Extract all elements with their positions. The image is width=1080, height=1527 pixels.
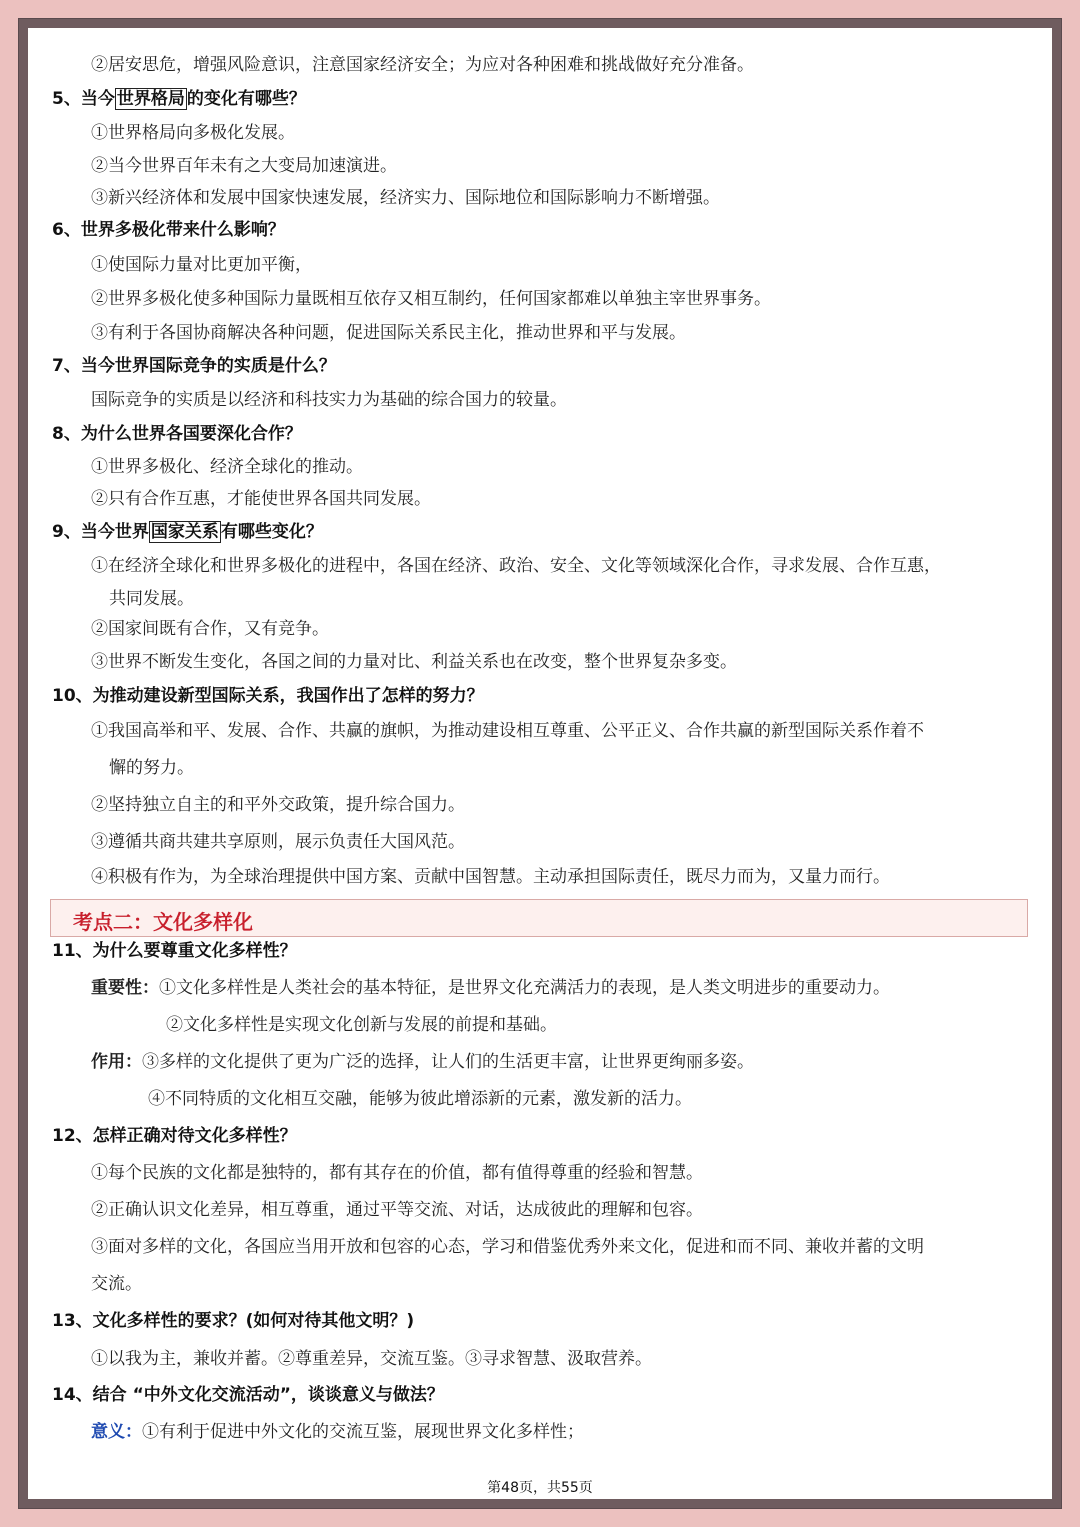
answer-line: ①以我为主，兼收并蓄。②尊重差异，交流互鉴。③寻求智慧、汲取营养。 (91, 1349, 652, 1369)
answer-line: ①在经济全球化和世界多极化的进程中，各国在经济、政治、安全、文化等领域深化合作，寻求发展、合作互惠， (91, 556, 941, 576)
answer-line: ②当今世界百年未有之大变局加速演进。 (91, 156, 397, 176)
text-line: ②居安思危，增强风险意识，注意国家经济安全；为应对各种困难和挑战做好充分准备。 (91, 55, 754, 75)
answer-line: ②文化多样性是实现文化创新与发展的前提和基础。 (166, 1015, 557, 1035)
answer-line: ④积极有作为，为全球治理提供中国方案、贡献中国智慧。主动承担国际责任，既尽力而为，又量力而行。 (91, 867, 890, 887)
question-9-prefix: 9、当今世界 (52, 522, 149, 542)
answer-line (91, 1421, 584, 1443)
answer-line: 交流。 (91, 1274, 142, 1294)
answer-text: ①文化多样性是人类社会的基本特征，是世界文化充满活力的表现，是人类文明进步的重要动力。 (159, 978, 890, 998)
question-5-boxed-term: 世界格局 (116, 89, 185, 109)
answer-text: ③多样的文化提供了更为广泛的选择，让人们的生活更丰富，让世界更绚丽多姿。 (142, 1052, 754, 1072)
answer-line: ③面对多样的文化，各国应当用开放和包容的心态，学习和借鉴优秀外来文化，促进和而不同、兼收并蓄的文明 (91, 1237, 924, 1257)
answer-line: ②正确认识文化差异，相互尊重，通过平等交流、对话，达成彼此的理解和包容。 (91, 1200, 703, 1220)
section-title: 考点二：文化多样化 (73, 910, 253, 934)
answer-line: ③新兴经济体和发展中国家快速发展，经济实力、国际地位和国际影响力不断增强。 (91, 188, 720, 208)
answer-line: ③遵循共商共建共享原则，展示负责任大国风范。 (91, 832, 465, 852)
answer-line: ③世界不断发生变化，各国之间的力量对比、利益关系也在改变，整个世界复杂多变。 (91, 652, 737, 672)
answer-line: ②国家间既有合作，又有竞争。 (91, 619, 329, 639)
importance-label: 重要性： (91, 978, 159, 998)
question-9-boxed-term: 国家关系 (150, 522, 219, 542)
page-number: 第48页，共55页 (487, 1480, 593, 1496)
answer-line (91, 977, 890, 999)
question-13: 13、文化多样性的要求？(如何对待其他文明？) (52, 1311, 415, 1331)
answer-line: 国际竞争的实质是以经济和科技实力为基础的综合国力的较量。 (91, 390, 567, 410)
question-9 (52, 521, 323, 543)
answer-line: ①世界多极化、经济全球化的推动。 (91, 457, 363, 477)
question-6: 6、世界多极化带来什么影响？ (52, 220, 285, 240)
answer-line: ④不同特质的文化相互交融，能够为彼此增添新的元素，激发新的活力。 (148, 1089, 692, 1109)
answer-line: 共同发展。 (109, 589, 194, 609)
page-frame (18, 18, 1062, 1509)
question-12: 12、怎样正确对待文化多样性？ (52, 1126, 297, 1146)
answer-text: ①有利于促进中外文化的交流互鉴，展现世界文化多样性； (142, 1422, 584, 1442)
answer-line: ①每个民族的文化都是独特的，都有其存在的价值，都有值得尊重的经验和智慧。 (91, 1163, 703, 1183)
answer-line: ②坚持独立自主的和平外交政策，提升综合国力。 (91, 795, 465, 815)
meaning-label: 意义： (91, 1422, 142, 1442)
question-9-suffix: 有哪些变化？ (220, 522, 323, 542)
answer-line: ①世界格局向多极化发展。 (91, 123, 295, 143)
question-10: 10、为推动建设新型国际关系，我国作出了怎样的努力？ (52, 686, 484, 706)
section-header (50, 899, 1028, 937)
answer-line: ①我国高举和平、发展、合作、共赢的旗帜，为推动建设相互尊重、公平正义、合作共赢的新型国际关系作着不 (91, 721, 924, 741)
question-11: 11、为什么要尊重文化多样性？ (52, 941, 297, 961)
document-page (28, 28, 1052, 1499)
answer-line: ①使国际力量对比更加平衡， (91, 255, 312, 275)
answer-line: ③有利于各国协商解决各种问题，促进国际关系民主化，推动世界和平与发展。 (91, 323, 686, 343)
question-5-suffix: 的变化有哪些？ (186, 89, 306, 109)
answer-line: ②只有合作互惠，才能使世界各国共同发展。 (91, 489, 431, 509)
question-7: 7、当今世界国际竞争的实质是什么？ (52, 356, 336, 376)
question-14: 14、结合 “中外文化交流活动”，谈谈意义与做法？ (52, 1385, 444, 1405)
answer-line (91, 1051, 754, 1073)
function-label: 作用： (91, 1052, 142, 1072)
question-5-prefix: 5、当今 (52, 89, 115, 109)
question-8: 8、为什么世界各国要深化合作？ (52, 424, 302, 444)
question-5 (52, 88, 306, 110)
answer-line: 懈的努力。 (109, 758, 194, 778)
answer-line: ②世界多极化使多种国际力量既相互依存又相互制约，任何国家都难以单独主宰世界事务。 (91, 289, 771, 309)
